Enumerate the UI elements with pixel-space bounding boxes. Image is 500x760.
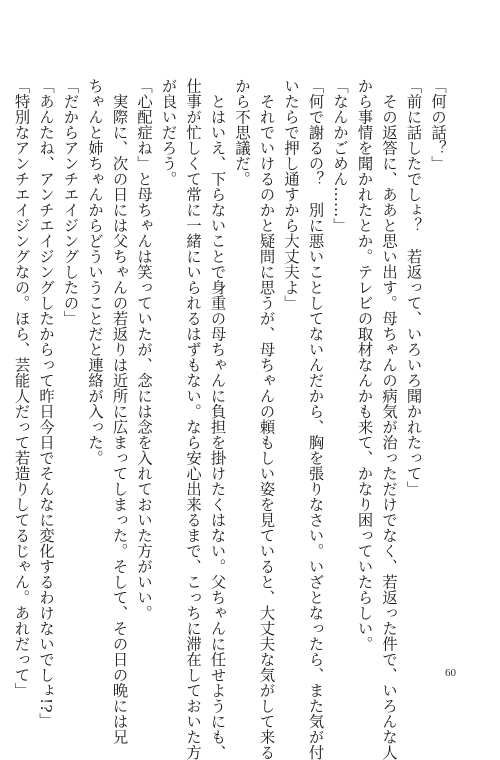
- text-line: 「なんかごめん……」: [331, 78, 349, 233]
- text-line: が良いだろう。: [159, 78, 178, 187]
- text-line: 「特別なアンチエイジングなの。ほら、芸能人だって若造りしてるじゃん。あれだって」: [12, 78, 31, 698]
- text-line: から事情を聞かれたとか。テレビの取材なんかも来て、かなり困っていたらしい。: [355, 78, 374, 652]
- text-line: 実際に、次の日には父ちゃんの若返りは近所に広まってしまった。そして、その日の晩には兄: [110, 78, 129, 745]
- text-line: から不思議だ。: [233, 78, 251, 187]
- text-line: その返答に、ああと思い出す。母ちゃんの病気が治っただけでなく、若返った件で、いろんな人: [380, 78, 398, 760]
- text-line: いたらで押し通すから大丈夫よ」: [282, 78, 300, 311]
- text-line: とはいえ、下らないことで身重の母ちゃんに負担を掛けたくはない。父ちゃんに任せようにも、: [208, 78, 227, 760]
- text-line: 「前に話したでしょ？ 若返って、いろいろ聞かれたって」: [404, 78, 423, 497]
- text-line: 「だからアンチエイジングしたの」: [61, 78, 80, 326]
- text-line: 仕事が忙しくて常に一緒にいられるはずもない。なら安心出来るまで、こっちに滞在しておいた方: [184, 78, 202, 760]
- page-number: 60: [445, 667, 456, 679]
- text-line: 「何で謝るの？ 別に悪いことしてないんだから、胸を張りなさい。いざとなったら、また気が付: [306, 78, 325, 760]
- text-line: 「何の話？」: [429, 78, 447, 171]
- vertical-text-body: [12, 78, 450, 760]
- text-line: それでいけるのかと疑問に思うが、母ちゃんの頼もしい姿を見ていると、大丈夫な気がして来る: [257, 78, 276, 760]
- text-line: 「あんたね、アンチエイジングしたからって昨日今日でそんなに変化するわけないでしょ!?」: [37, 78, 55, 729]
- text-line: ちゃんと姉ちゃんからどういうことだと連絡が入った。: [86, 78, 104, 466]
- text-line: 「心配症ね」と母ちゃんは笑っていたが、念には念を入れておいた方がいい。: [135, 78, 153, 621]
